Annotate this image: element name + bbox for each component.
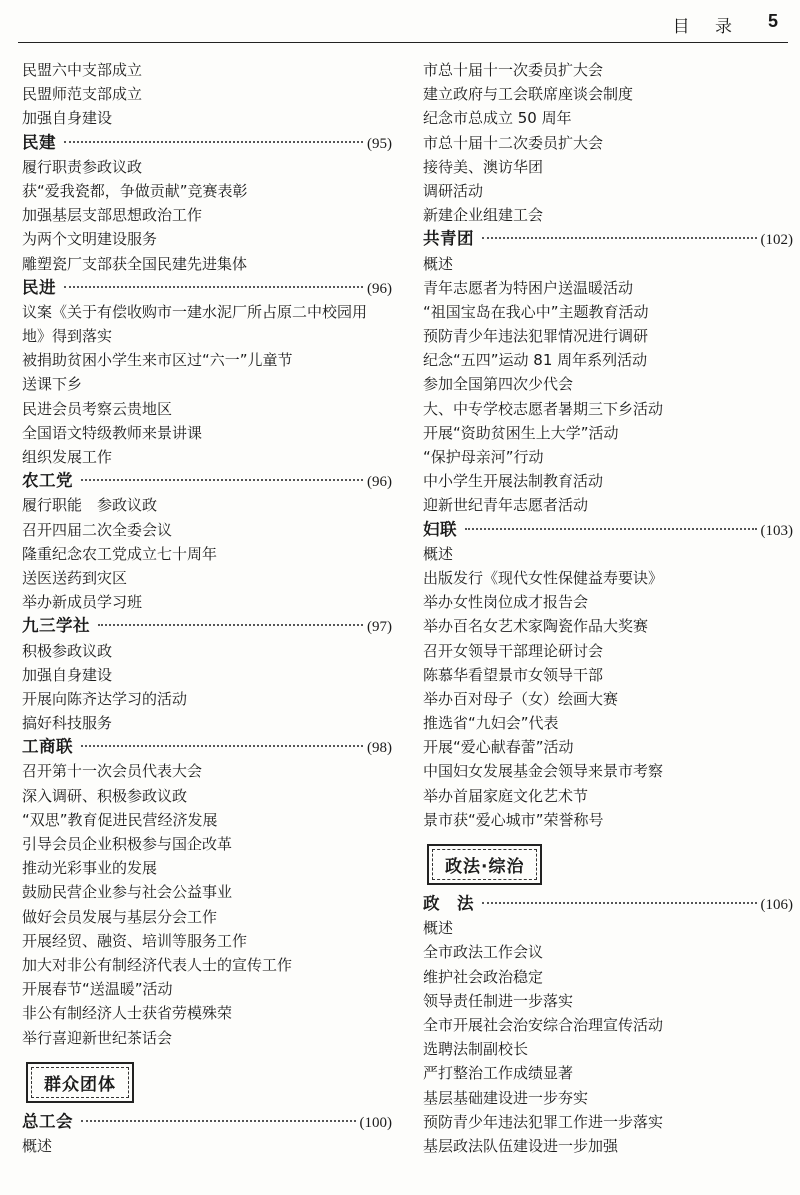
toc-entry: 做好会员发展与基层分会工作 [22, 907, 218, 926]
toc-right-column [423, 58, 793, 1158]
toc-entry: 被捐助贫困小学生来市区过“六一”儿童节 [22, 351, 293, 370]
toc-entry: 履行职能 参政议政 [22, 496, 158, 515]
toc-section-heading [22, 735, 392, 759]
toc-entry: “双思”教育促进民营经济发展 [22, 810, 218, 829]
toc-entry: 召开四届二次全委会议 [22, 520, 173, 539]
toc-entry: 预防青少年违法犯罪工作进一步落实 [423, 1112, 664, 1131]
toc-section-heading [22, 1110, 392, 1134]
toc-entry: 送医送药到灾区 [22, 568, 128, 587]
toc-entry: 民盟六中支部成立 [22, 61, 143, 79]
section-title: 总工会 [22, 1111, 73, 1131]
toc-entry: 举办百名女艺术家陶瓷作品大奖赛 [423, 617, 649, 636]
section-title: 农工党 [22, 471, 73, 491]
toc-entry: 陈慕华看望景市女领导干部 [423, 665, 604, 684]
toc-entry: 非公有制经济人士获省劳模殊荣 [22, 1004, 233, 1023]
toc-entry: 深入调研、积极参政议政 [22, 786, 188, 805]
toc-entry: 全市政法工作会议 [423, 943, 544, 962]
category-box [427, 844, 542, 885]
toc-entry: 建立政府与工会联席座谈会制度 [423, 85, 634, 104]
toc-entry: 引导会员企业积极参与国企改革 [22, 835, 233, 853]
toc-entry: 严打整治工作成绩显著 [423, 1064, 574, 1083]
toc-entry: 开展向陈齐达学习的活动 [22, 689, 188, 708]
toc-entry: 概述 [423, 919, 454, 938]
dot-leader [64, 140, 363, 143]
toc-entry: 送课下乡 [22, 375, 83, 394]
section-title: 工商联 [22, 737, 73, 757]
toc-section-heading [22, 614, 392, 638]
dot-leader [482, 236, 757, 239]
section-page-number: (97) [367, 619, 392, 636]
toc-entry: 雕塑瓷厂支部获全国民建先进集体 [22, 254, 248, 273]
toc-entry: 调研活动 [423, 181, 484, 200]
toc-entry: 全市开展社会治安综合治理宣传活动 [423, 1015, 664, 1034]
category-banner [22, 1050, 392, 1110]
toc-entry: 基层基础建设进一步夯实 [423, 1088, 589, 1107]
category-title: 群众团体 [31, 1067, 129, 1098]
toc-entry: 中国妇女发展基金会领导来景市考察 [423, 762, 664, 781]
toc-entry: 基层政法队伍建设进一步加强 [423, 1136, 619, 1155]
toc-entry: 地》得到落实 [22, 327, 113, 346]
toc-entry: 履行职责参政议政 [22, 157, 143, 176]
section-page-number: (106) [760, 897, 793, 913]
toc-entry: 推选省“九妇会”代表 [423, 714, 559, 733]
toc-section-heading [423, 518, 793, 542]
toc-entry: 大、中专学校志愿者暑期三下乡活动 [423, 399, 664, 418]
toc-entry: 预防青少年违法犯罪情况进行调研 [423, 327, 649, 346]
section-title: 共青团 [423, 229, 474, 249]
toc-entry: 景市获“爱心城市”荣誉称号 [423, 810, 604, 829]
toc-entry: 加强自身建设 [22, 109, 113, 128]
dot-leader [81, 478, 363, 481]
toc-entry: 议案《关于有偿收购市一建水泥厂所占原二中校园用 [22, 302, 368, 321]
section-title: 九三学社 [22, 616, 90, 636]
toc-entry: 召开第十一次会员代表大会 [22, 762, 203, 781]
toc-entry: 举行喜迎新世纪茶话会 [22, 1028, 173, 1047]
toc-section-heading [423, 892, 793, 916]
toc-entry: 为两个文明建设服务 [22, 230, 158, 249]
toc-entry: 维护社会政治稳定 [423, 967, 544, 986]
toc-entry: “保护母亲河”行动 [423, 448, 544, 466]
section-page-number: (98) [367, 740, 392, 757]
toc-entry: 选聘法制副校长 [423, 1040, 529, 1059]
dot-leader [482, 901, 757, 904]
toc-entry: 推动光彩事业的发展 [22, 859, 158, 878]
toc-entry: 加大对非公有制经济代表人士的宣传工作 [22, 955, 293, 974]
toc-left-column [22, 58, 392, 1158]
toc-entry: 市总十届十二次委员扩大会 [423, 133, 604, 152]
page-header [18, 0, 788, 43]
section-title: 民进 [22, 277, 56, 297]
toc-entry: 中小学生开展法制教育活动 [423, 472, 604, 491]
dot-leader [81, 1119, 356, 1122]
toc-entry: 举办百对母子（女）绘画大赛 [423, 689, 619, 708]
dot-leader [81, 744, 363, 747]
toc-entry: 加强自身建设 [22, 665, 113, 684]
toc-entry: 概述 [423, 544, 454, 563]
dot-leader [98, 623, 363, 626]
toc-entry: 概述 [423, 254, 454, 273]
toc-entry: 领导责任制进一步落实 [423, 991, 574, 1010]
section-page-number: (95) [367, 135, 392, 152]
toc-section-heading [22, 276, 392, 300]
toc-entry: 民盟师范支部成立 [22, 85, 143, 104]
toc-entry: 开展经贸、融资、培训等服务工作 [22, 931, 248, 950]
category-banner [423, 832, 793, 892]
section-title: 妇联 [423, 519, 457, 539]
toc-entry: 举办女性岗位成才报告会 [423, 593, 589, 612]
toc-entry: 开展“爱心献春蕾”活动 [423, 738, 574, 757]
toc-entry: 迎新世纪青年志愿者活动 [423, 496, 589, 515]
section-title: 民建 [22, 132, 56, 152]
toc-section-heading [423, 227, 793, 251]
section-page-number: (96) [367, 474, 392, 491]
toc-entry: 举办新成员学习班 [22, 593, 143, 612]
toc-entry: 纪念市总成立 50 周年 [423, 109, 572, 128]
toc-entry: 组织发展工作 [22, 448, 113, 466]
toc-entry: 开展春节“送温暖”活动 [22, 980, 173, 999]
section-page-number: (102) [760, 232, 793, 249]
toc-entry: 搞好科技服务 [22, 714, 113, 733]
section-page-number: (103) [760, 522, 793, 539]
toc-entry: 概述 [22, 1136, 53, 1155]
toc-entry: 新建企业组建工会 [423, 206, 544, 225]
dot-leader [64, 285, 363, 288]
section-title: 政 法 [423, 894, 474, 913]
toc-section-heading [22, 469, 392, 493]
toc-entry: 获“爱我瓷都，争做贡献”竞赛表彰 [22, 181, 248, 200]
toc-entry: 青年志愿者为特困户送温暖活动 [423, 278, 634, 297]
header-title: 目 录 [672, 17, 742, 37]
toc-entry: 市总十届十一次委员扩大会 [423, 61, 604, 79]
toc-section-heading [22, 131, 392, 155]
page-number: 5 [767, 11, 778, 31]
toc-entry: 积极参政议政 [22, 641, 113, 660]
toc-entry: 民进会员考察云贵地区 [22, 399, 173, 418]
toc-entry: 参加全国第四次少代会 [423, 375, 574, 394]
toc-entry: 纪念“五四”运动 81 周年系列活动 [423, 351, 648, 370]
toc-entry: 全国语文特级教师来景讲课 [22, 423, 203, 442]
toc-entry: 加强基层支部思想政治工作 [22, 206, 203, 225]
dot-leader [465, 527, 757, 530]
toc-entry: 召开女领导干部理论研讨会 [423, 641, 604, 660]
toc-entry: 开展“资助贫困生上大学”活动 [423, 423, 619, 442]
category-title: 政法·综治 [432, 849, 537, 880]
toc-entry: “祖国宝岛在我心中”主题教育活动 [423, 302, 649, 321]
toc-entry: 举办首届家庭文化艺术节 [423, 786, 589, 805]
toc-entry: 出版发行《现代女性保健益寿要诀》 [423, 568, 664, 587]
toc-entry: 隆重纪念农工党成立七十周年 [22, 544, 218, 563]
category-box [26, 1062, 134, 1103]
section-page-number: (100) [359, 1114, 392, 1131]
toc-entry: 鼓励民营企业参与社会公益事业 [22, 883, 233, 902]
section-page-number: (96) [367, 280, 392, 297]
toc-entry: 接待美、澳访华团 [423, 157, 544, 176]
